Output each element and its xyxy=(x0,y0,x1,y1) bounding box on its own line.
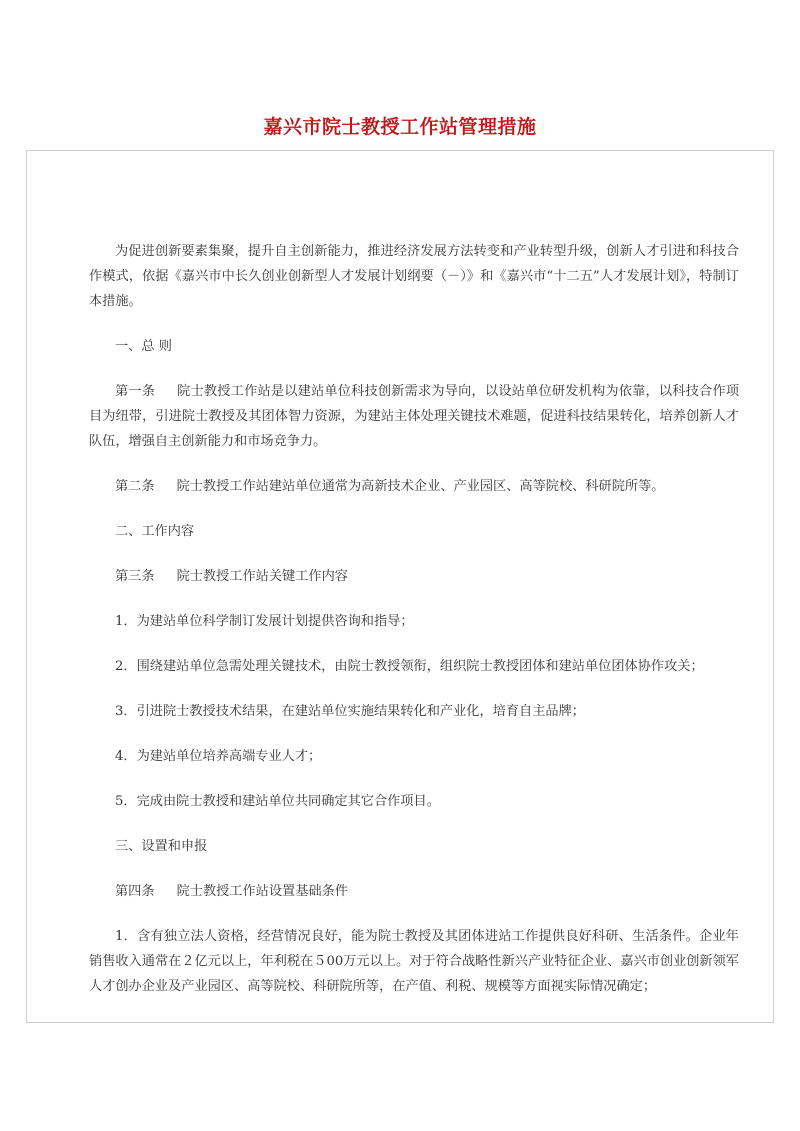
section-heading-setup: 三、设置和申报 xyxy=(115,839,208,854)
article-4 xyxy=(89,879,739,904)
article-2-number: 第二条 xyxy=(115,479,155,494)
section-heading-general: 一、总 则 xyxy=(115,339,172,354)
article-4-text: 院士教授工作站设置基础条件 xyxy=(176,884,348,899)
article-3-number: 第三条 xyxy=(115,569,155,584)
article-3 xyxy=(89,564,739,589)
article-3-text: 院士教授工作站关键工作内容 xyxy=(176,569,348,584)
list-item: 2．围绕建站单位急需处理关键技术，由院士教授领衔，组织院士教授团体和建站单位团体协作攻关； xyxy=(115,659,704,674)
article-2 xyxy=(89,474,739,499)
list-item: 3．引进院士教授技术结果，在建站单位实施结果转化和产业化，培育自主品牌； xyxy=(115,704,585,719)
article-1 xyxy=(89,379,739,454)
condition-1: 1．含有独立法人资格，经营情况良好，能为院士教授及其团体进站工作提供良好科研、生活条件。企业年销售收入通常在２亿元以上，年利税在５00万元以上。对于符合战略性新兴产业特征企业、嘉兴市创业创新领军人才创办企业及产业园区、高等院校、科研院所等，在产值、利税、规模等方面视实际情况确定； xyxy=(89,929,739,994)
document-body xyxy=(89,239,739,999)
article-4-number: 第四条 xyxy=(115,884,155,899)
article-1-text: 院士教授工作站是以建站单位科技创新需求为导向，以设站单位研发机构为依靠，以科技合作项目为纽带，引进院士教授及其团体智力资源，为建站主体处理关键技术难题，促进科技结果转化，培养创新人才队伍，增强自主创新能力和市场竞争力。 xyxy=(89,384,740,449)
article-2-text: 院士教授工作站建站单位通常为高新技术企业、产业园区、高等院校、科研院所等。 xyxy=(176,479,665,494)
document-title: 嘉兴市院士教授工作站管理措施 xyxy=(263,116,537,138)
document-content-frame xyxy=(26,150,774,1023)
list-item: 4．为建站单位培养高端专业人才； xyxy=(115,749,322,764)
list-item: 5．完成由院士教授和建站单位共同确定其它合作项目。 xyxy=(115,794,440,809)
section-heading-work-content: 二、工作内容 xyxy=(115,524,195,539)
intro-paragraph: 为促进创新要素集聚，提升自主创新能力，推进经济发展方法转变和产业转型升级，创新人才引进和科技合作模式，依据《嘉兴市中长久创业创新型人才发展计划纲要（－）》和《嘉兴市“十二五”人才发展计划》，特制订本措施。 xyxy=(89,244,739,309)
list-item: 1．为建站单位科学制订发展计划提供咨询和指导； xyxy=(115,614,414,629)
article-1-number: 第一条 xyxy=(115,384,156,399)
